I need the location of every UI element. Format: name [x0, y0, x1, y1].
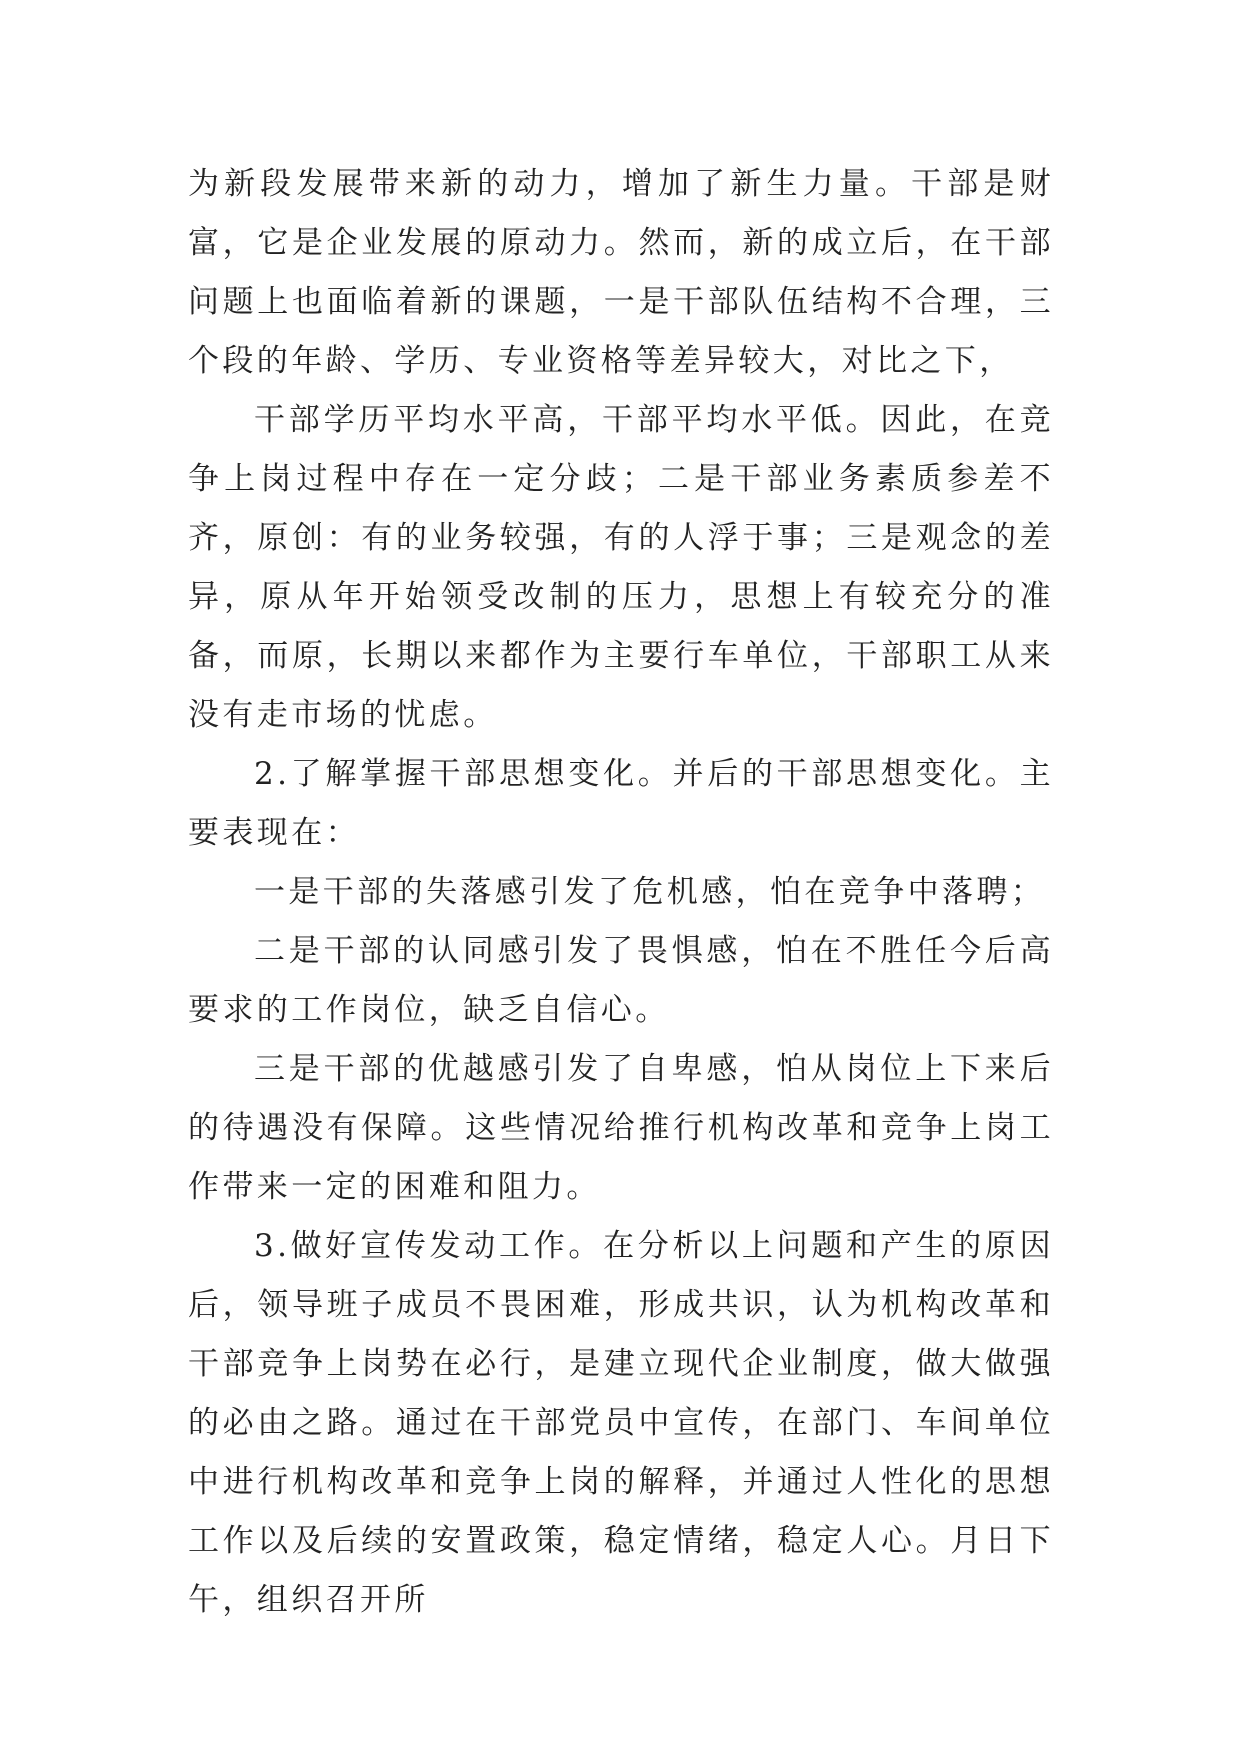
paragraph-2: 干部学历平均水平高，干部平均水平低。因此，在竞争上岗过程中存在一定分歧；二是干部业务素质参差不齐，原创：有的业务较强，有的人浮于事；三是观念的差异，原从年开始领受改制的压力，思想上有较充分的准备，而原，长期以来都作为主要行车单位，干部职工从来没有走市场的忧虑。 — [188, 402, 1054, 733]
document-body — [188, 155, 1054, 1630]
paragraph-3: 2.了解掌握干部思想变化。并后的干部思想变化。主要表现在： — [188, 756, 1054, 851]
paragraph-4: 一是干部的失落感引发了危机感，怕在竞争中落聘； — [254, 874, 1046, 910]
paragraph-5: 二是干部的认同感引发了畏惧感，怕在不胜任今后高要求的工作岗位，缺乏自信心。 — [188, 933, 1054, 1028]
paragraph-7: 3.做好宣传发动工作。在分析以上问题和产生的原因后，领导班子成员不畏困难，形成共识，认为机构改革和干部竞争上岗势在必行，是建立现代企业制度，做大做强的必由之路。通过在干部党员中宣传，在部门、车间单位中进行机构改革和竞争上岗的解释，并通过人性化的思想工作以及后续的安置政策，稳定情绪，稳定人心。月日下午，组织召开所 — [188, 1228, 1054, 1618]
paragraph-1: 为新段发展带来新的动力，增加了新生力量。干部是财富，它是企业发展的原动力。然而，新的成立后，在干部问题上也面临着新的课题，一是干部队伍结构不合理，三个段的年龄、学历、专业资格等差异较大，对比之下， — [188, 166, 1054, 379]
paragraph-6: 三是干部的优越感引发了自卑感，怕从岗位上下来后的待遇没有保障。这些情况给推行机构改革和竞争上岗工作带来一定的困难和阻力。 — [188, 1051, 1054, 1205]
